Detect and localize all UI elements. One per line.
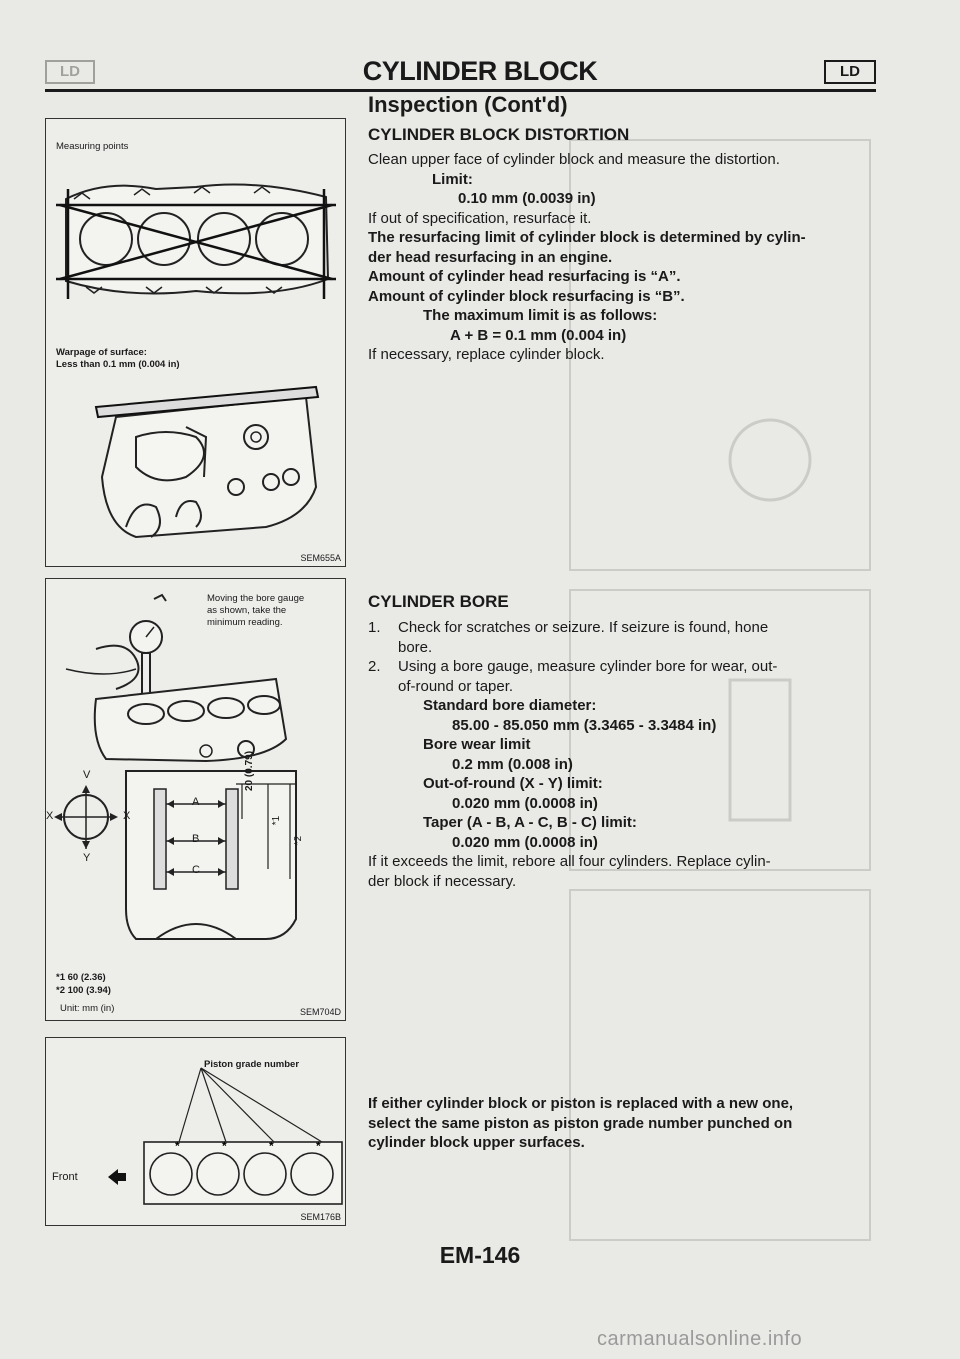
figure-code: SEM704D (299, 1007, 341, 1017)
axis-label-x-left: X (46, 810, 54, 822)
figure-bore-gauge (45, 578, 346, 1021)
bore-gauge-illustration (46, 589, 345, 769)
rebore-note-line1: If it exceeds the limit, rebore all four cylinders. Replace cylin- (368, 853, 771, 870)
resurfacing-note-line1: The resurfacing limit of cylinder block is determined by cylin- (368, 229, 806, 246)
svg-text:*: * (269, 1139, 274, 1153)
step-number: 2. (368, 658, 381, 675)
figure-code: SEM655A (300, 553, 341, 563)
amount-b: Amount of cylinder block resurfacing is “B”. (368, 287, 685, 305)
watermark: carmanualsonline.info (597, 1328, 803, 1350)
straightedge-feeler-illustration (66, 377, 336, 547)
block-top-view-diagram (46, 1038, 345, 1225)
block-deck-illustration (46, 159, 345, 319)
step-2-line1: Using a bore gauge, measure cylinder bore for wear, out- (398, 658, 778, 675)
page-number: EM-146 (439, 1242, 521, 1268)
bore-gauge-note-line3: minimum reading. (207, 617, 283, 628)
piston-note-line2: select the same piston as piston grade number punched on (368, 1114, 793, 1132)
warpage-limit: Less than 0.1 mm (0.004 in) (56, 359, 180, 370)
footnote-2: *2 100 (3.94) (56, 985, 111, 996)
bore-step-1 (368, 618, 868, 657)
amount-a: Amount of cylinder head resurfacing is “A”. (368, 268, 681, 285)
limit-value: 0.10 mm (0.0039 in) (458, 190, 596, 207)
wear-limit-label: Bore wear limit (423, 736, 531, 753)
max-limit-label: The maximum limit is as follows: (423, 307, 658, 324)
out-of-spec-note: If out of specification, resurface it. (368, 209, 592, 227)
section-title: CYLINDER BLOCK (362, 56, 598, 86)
bore-gauge-note-line2: as shown, take the (207, 605, 287, 616)
distortion-heading: CYLINDER BLOCK DISTORTION (368, 125, 630, 144)
axis-label-v: V (83, 769, 91, 781)
engine-code-badge: LD (824, 60, 876, 84)
step-1-line2: bore. (398, 638, 433, 656)
taper-value: 0.020 mm (0.0008 in) (452, 833, 598, 851)
axis-label-x-right: X (123, 810, 131, 822)
out-of-round-label: Out-of-round (X - Y) limit: (423, 775, 603, 792)
section-cylinder-bore (368, 592, 868, 891)
limit-label: Limit: (432, 170, 473, 188)
figure-piston-grade (45, 1037, 346, 1226)
footnote-1: *1 60 (2.36) (56, 972, 106, 983)
page-subtitle: Inspection (Cont'd) (368, 92, 568, 117)
measuring-points-label: Measuring points (56, 141, 129, 152)
figure-block-distortion (45, 118, 346, 567)
distortion-intro: Clean upper face of cylinder block and measure the distortion. (368, 151, 780, 168)
bore-cross-section-diagram (46, 759, 345, 959)
replace-block-note: If necessary, replace cylinder block. (368, 346, 605, 363)
axis-label-b: B (192, 833, 200, 845)
warpage-label: Warpage of surface: (56, 347, 147, 358)
axis-label-c: C (192, 864, 200, 876)
svg-text:*: * (222, 1139, 227, 1153)
svg-text:*: * (175, 1139, 180, 1153)
axis-label-a: A (192, 796, 200, 808)
piston-grade-label: Piston grade number (204, 1059, 300, 1070)
unit-note: Unit: mm (in) (60, 1003, 115, 1014)
piston-replacement-note (368, 1094, 868, 1153)
dimension-marker-1: *1 (271, 815, 283, 826)
bore-heading: CYLINDER BORE (368, 592, 509, 611)
dimension-20: 20 (0.79) (244, 750, 255, 791)
step-1-line1: Check for scratches or seizure. If seizure is found, hone (398, 619, 769, 636)
section-block-distortion (368, 125, 868, 365)
resurfacing-note-line2: der head resurfacing in an engine. (368, 248, 613, 266)
step-2-line2: of-round or taper. (398, 677, 514, 695)
piston-note-line1: If either cylinder block or piston is replaced with a new one, (368, 1095, 794, 1112)
taper-label: Taper (A - B, A - C, B - C) limit: (423, 814, 637, 831)
bore-step-2 (368, 657, 868, 696)
section-index-badge-left: LD (45, 60, 95, 84)
max-limit-formula: A + B = 0.1 mm (0.004 in) (450, 326, 627, 344)
piston-note-line3: cylinder block upper surfaces. (368, 1134, 585, 1151)
figure-code: SEM176B (300, 1212, 341, 1222)
rebore-note-line2: der block if necessary. (368, 872, 517, 890)
out-of-round-value: 0.020 mm (0.0008 in) (452, 794, 598, 812)
standard-bore-label: Standard bore diameter: (423, 697, 597, 714)
dimension-marker-2: *2 (293, 835, 305, 846)
step-number: 1. (368, 619, 381, 636)
bore-gauge-note-line1: Moving the bore gauge (207, 593, 305, 604)
svg-text:*: * (316, 1139, 321, 1153)
axis-label-y: Y (83, 852, 91, 864)
wear-limit-value: 0.2 mm (0.008 in) (452, 755, 573, 773)
standard-bore-value: 85.00 - 85.050 mm (3.3465 - 3.3484 in) (452, 716, 717, 734)
front-label: Front (52, 1171, 78, 1183)
